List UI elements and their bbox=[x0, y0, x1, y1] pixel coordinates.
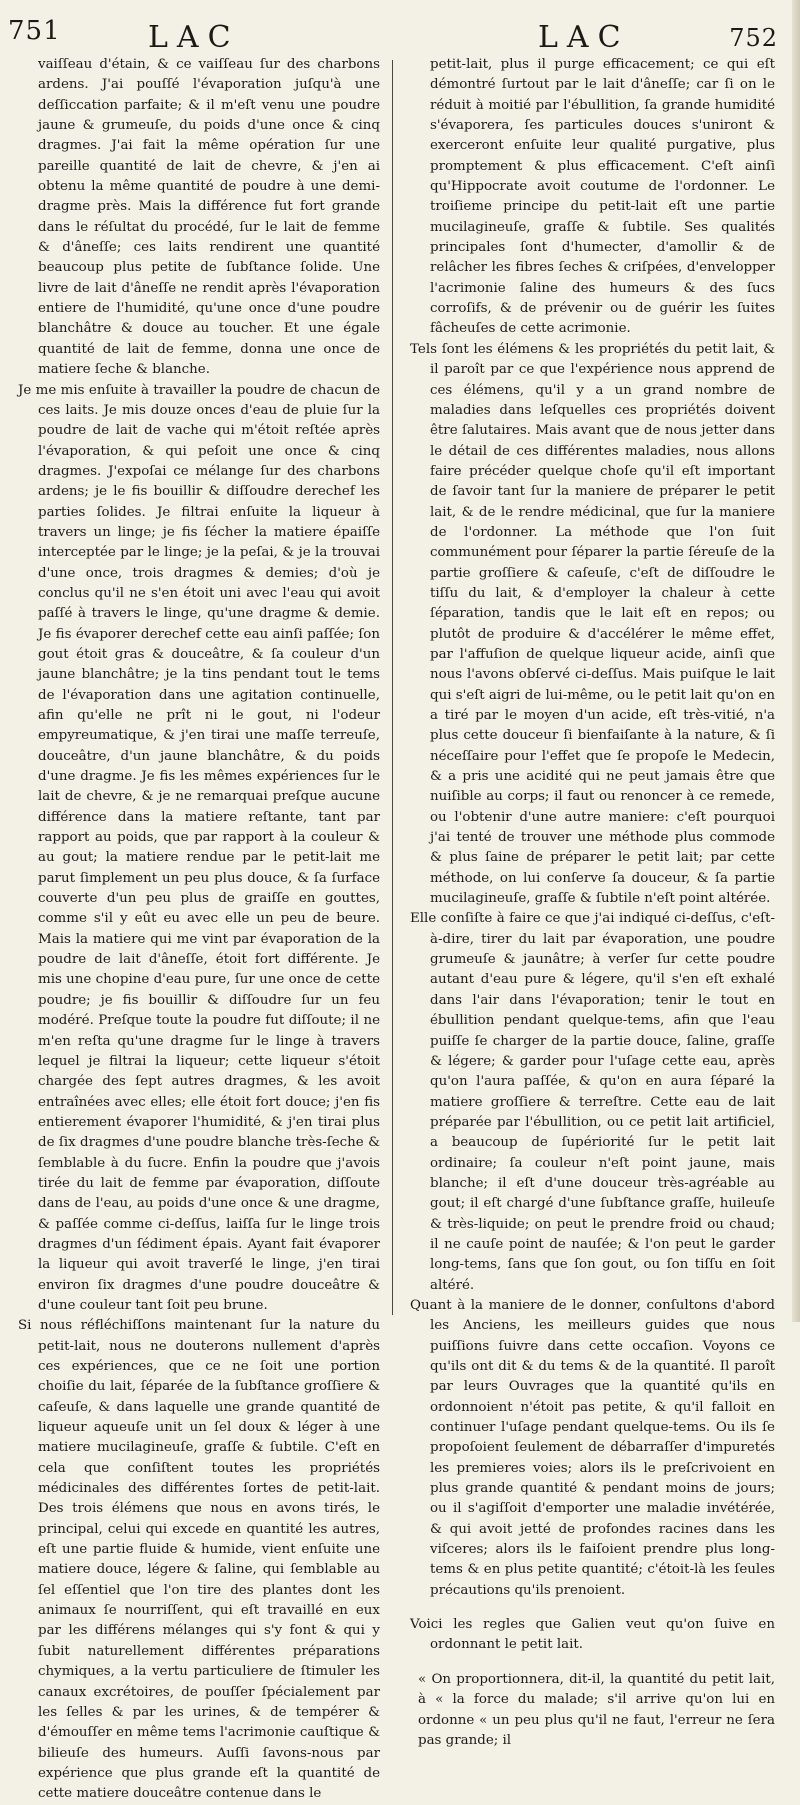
spacer bbox=[410, 1656, 775, 1670]
page-edge bbox=[792, 0, 800, 1322]
quotation: « On proportionnera, dit-il, la quantité du petit lait, à « la force du malade; s'il arrive qu'on lui en ordonne « un peu plus qu'il ne faut, l'erreur ne ſera pas grande; il bbox=[418, 1671, 775, 1748]
paragraph: Je me mis enſuite à travailler la poudre de chacun de ces laits. Je mis douze onces d'eau de pluie ſur la poudre de lait de vache qui m'étoit reſtée après l'évaporation, & qui peſoit une once & cinq dragmes. J'expoſai ce mélange ſur des charbons ardens; je le fis bouillir & diſſoudre derechef les parties ſolides. Je filtrai enſuite la liqueur à travers un linge; je fis ſécher la matiere épaiſſe interceptée par le linge; je la peſai, & je la trouvai d'une once, trois dragmes & demies; d'où je conclus qu'il ne s'en étoit uni avec l'eau qui avoit paſſé à travers le linge, qu'une dragme & demie. Je fis évaporer derechef cette eau ainſi paſſée; ſon gout étoit gras & douceâtre, & ſa couleur d'un jaune blanchâtre; je la tins pendant tout le tems de l'évaporation dans une agitation continuelle, afin qu'elle ne prît ni le gout, ni l'odeur empyreumatique, & j'en tirai une maſſe terreuſe, douceâtre, d'un jaune blanchâtre, & du poids d'une dragme. Je fis les mêmes expériences ſur le lait de chevre, & je ne remarquai preſque aucune différence dans la matiere reſtante, tant par rapport au poids, que par rapport à la couleur & au gout; la matiere rendue par le petit-lait me parut ſimplement un peu plus douce, & ſa ſurface couverte d'un peu plus de graiſſe en gouttes, comme s'il y eût eu avec elle un peu de beure. Mais la matiere qui me vint par évaporation de la poudre de lait d'âneſſe, étoit fort différente. Je mis une chopine d'eau pure, ſur une once de cette poudre; je fis bouillir & diſſoudre ſur un feu modéré. Preſque toute la poudre fut diſſoute; il ne m'en reſta qu'une dragme ſur le linge à travers lequel je filtrai la liqueur; cette liqueur s'étoit chargée des ſept autres dragmes, & les avoit entraînées avec elles; elle étoit fort douce; j'en fis entierement évaporer l'humidité, & j'en tirai plus de ſix dragmes d'une poudre blanche très-ſeche & ſemblable à du ſucre. Enfin la poudre que j'avois tirée du lait de femme par évaporation, diſſoute dans de l'eau, au poids d'une once & une dragme, & paſſée comme ci-deſſus, laiſſa ſur le linge trois dragmes d'un ſédiment épais. Ayant fait évaporer la liqueur qui avoit traverſé le linge, j'en tirai environ ſix dragmes d'une poudre douceâtre & d'une couleur tant ſoit peu brune. bbox=[18, 382, 380, 1313]
paragraph: Voici les regles que Galien veut qu'on ſuive en ordonnant le petit lait. bbox=[410, 1617, 775, 1653]
right-column bbox=[410, 55, 775, 1751]
right-page-number: 752 bbox=[729, 24, 778, 52]
paragraph: petit-lait, plus il purge efficacement; ce qui eſt démontré ſurtout par le lait d'âneſſe; car ſi on le réduit à moitié par l'ébullition, ſa grande humidité s'évaporera, ſes particules douces s'uniront & exerceront enſuite leur qualité purgative, plus promptement & plus efficacement. C'eſt ainſi qu'Hippocrate avoit coutume de l'ordonner. Le troiſieme principe du petit-lait eſt une partie mucilagineuſe, graſſe & ſubtile. Ses qualités principales ſont d'humecter, d'amollir & de relâcher les fibres ſeches & criſpées, d'envelopper l'acrimonie ſaline des humeurs & des ſucs corroſifs, & de prévenir ou de guérir les ſuites fâcheuſes de cette acrimonie. bbox=[430, 57, 775, 337]
left-column bbox=[18, 55, 380, 1805]
right-running-head: LAC bbox=[538, 20, 630, 55]
spacer bbox=[410, 1601, 775, 1615]
left-running-head: LAC bbox=[148, 20, 240, 55]
column-divider bbox=[392, 60, 393, 1315]
paragraph: Elle conſiſte à faire ce que j'ai indiqué ci-deſſus, c'eſt-à-dire, tirer du lait par évaporation, une poudre grumeuſe & jaunâtre; à verſer ſur cette poudre autant d'eau pure & légere, qu'il s'en eſt exhalé dans l'air dans l'évaporation; tenir le tout en ébullition pendant quelque-tems, afin que l'eau puiſſe ſe charger de la partie douce, ſaline, graſſe & légere; & garder pour l'uſage cette eau, après qu'on l'aura paſſée, & qu'on en aura ſéparé la matiere groſſiere & terreſtre. Cette eau de lait préparée par l'ébullition, ou ce petit lait artificiel, a beaucoup de ſupériorité ſur le petit lait ordinaire; ſa couleur n'eſt point jaune, mais blanche; il eſt d'une douceur très-agréable au gout; il eſt chargé d'une ſubſtance graſſe, huileuſe & très-liquide; on peut le prendre froid ou chaud; il ne cauſe point de nauſée; & l'on peut le garder long-tems, ſans que ſon gout, ou ſon tiſſu en ſoit altéré. bbox=[410, 911, 775, 1293]
paragraph: vaiſſeau d'étain, & ce vaiſſeau ſur des charbons ardens. J'ai pouſſé l'évaporation juſqu'à une deſſiccation parfaite; & il m'eſt venu une poudre jaune & grumeuſe, du poids d'une once & cinq dragmes. J'ai fait la même opération ſur une pareille quantité de lait de chevre, & j'en ai obtenu la même quantité de poudre à une demi-dragme près. Mais la différence fut fort grande dans le réſultat du procédé, ſur le lait de femme & d'âneſſe; ces laits rendirent une quantité beaucoup plus petite de ſubſtance ſolide. Une livre de lait d'âneſſe ne rendit après l'évaporation entiere de l'humidité, qu'une once d'une poudre blanchâtre & douce au toucher. Et une égale quantité de lait de femme, donna une once de matiere ſeche & blanche. bbox=[38, 57, 380, 378]
left-page-number: 751 bbox=[8, 16, 61, 46]
page-header bbox=[0, 0, 800, 55]
paragraph: Tels ſont les élémens & les propriétés du petit lait, & il paroît par ce que l'expérience nous apprend de ces élémens, qu'il y a un grand nombre de maladies dans leſquelles ces propriétés doivent être ſalutaires. Mais avant que de nous jetter dans le détail de ces différentes maladies, nous allons faire précéder quelque choſe qu'il eſt important de ſavoir tant ſur la maniere de préparer le petit lait, & de le rendre médicinal, que ſur la maniere de l'ordonner. La méthode que l'on ſuit communément pour ſéparer la partie ſéreuſe de la partie groſſiere & caſeuſe, c'eſt de diſſoudre le tiſſu du lait, & d'employer la chaleur à cette ſéparation, tandis que le lait eſt en repos; ou plutôt de produire & d'accélérer le même effet, par l'affuſion de quelque liqueur acide, ainſi que nous l'avons obſervé ci-deſſus. Mais puiſque le lait qui s'eſt aigri de lui-même, ou le petit lait qu'on en a tiré par le moyen d'un acide, eſt très-vitié, n'a plus cette douceur ſi bienfaiſante à la nature, & ſi néceſſaire pour l'effet que ſe propoſe le Medecin, & a pris une acidité qui ne peut jamais être que nuiſible au corps; il faut ou renoncer à ce remede, ou l'obtenir d'une autre maniere: c'eſt pourquoi j'ai tenté de trouver une méthode plus commode & plus ſaine de préparer le petit lait; par cette méthode, on lui conſerve ſa douceur, & ſa partie mucilagineuſe, graſſe & ſubtile n'eſt point altérée. bbox=[410, 341, 775, 907]
paragraph: Si nous réfléchiſſons maintenant ſur la nature du petit-lait, nous ne douterons nullement d'après ces expériences, que ce ne ſoit une portion choiſie du lait, ſéparée de la ſubſtance groſſiere & caſeuſe, & dans laquelle une grande quantité de liqueur aqueuſe unit un ſel doux & léger à une matiere mucilagineuſe, graſſe & ſubtile. C'eſt en cela que conſiſtent toutes les propriétés médicinales des différentes ſortes de petit-lait. Des trois élémens que nous en avons tirés, le principal, celui qui excede en quantité les autres, eſt une partie fluide & humide, vient enſuite une matiere douce, légere & ſaline, qui ſemblable au ſel eſſentiel que l'on tire des plantes dont les animaux ſe nourriſſent, qui eſt travaillé en eux par les différens mélanges qui s'y font & qui y ſubit naturellement différentes préparations chymiques, a la vertu particuliere de ſtimuler les canaux excrétoires, de pouſſer ſpécialement par les ſelles & par les urines, & de tempérer & d'émouſſer en même tems l'acrimonie cauſtique & bilieuſe des humeurs. Auſſi ſavons-nous par expérience que plus grande eſt la quantité de cette matiere douceâtre contenue dans le bbox=[18, 1318, 380, 1802]
paragraph: Quant à la maniere de le donner, conſultons d'abord les Anciens, les meilleurs guides que nous puiſſions ſuivre dans cette occaſion. Voyons ce qu'ils ont dit & du tems & de la quantité. Il paroît par leurs Ouvrages que la quantité qu'ils en ordonnoient n'étoit pas petite, & qu'il falloit en continuer l'uſage pendant quelque-tems. Ou ils ſe propoſoient ſeulement de débarraſſer d'impuretés les premieres voies; alors ils le preſcrivoient en plus grande quantité & pendant moins de jours; ou il s'agiſſoit d'emporter une maladie invétérée, & qui avoit jetté de profondes racines dans les viſceres; alors ils le faiſoient prendre plus long-tems & en plus petite quantité; c'étoit-là les ſeules précautions qu'ils prenoient. bbox=[410, 1297, 775, 1598]
